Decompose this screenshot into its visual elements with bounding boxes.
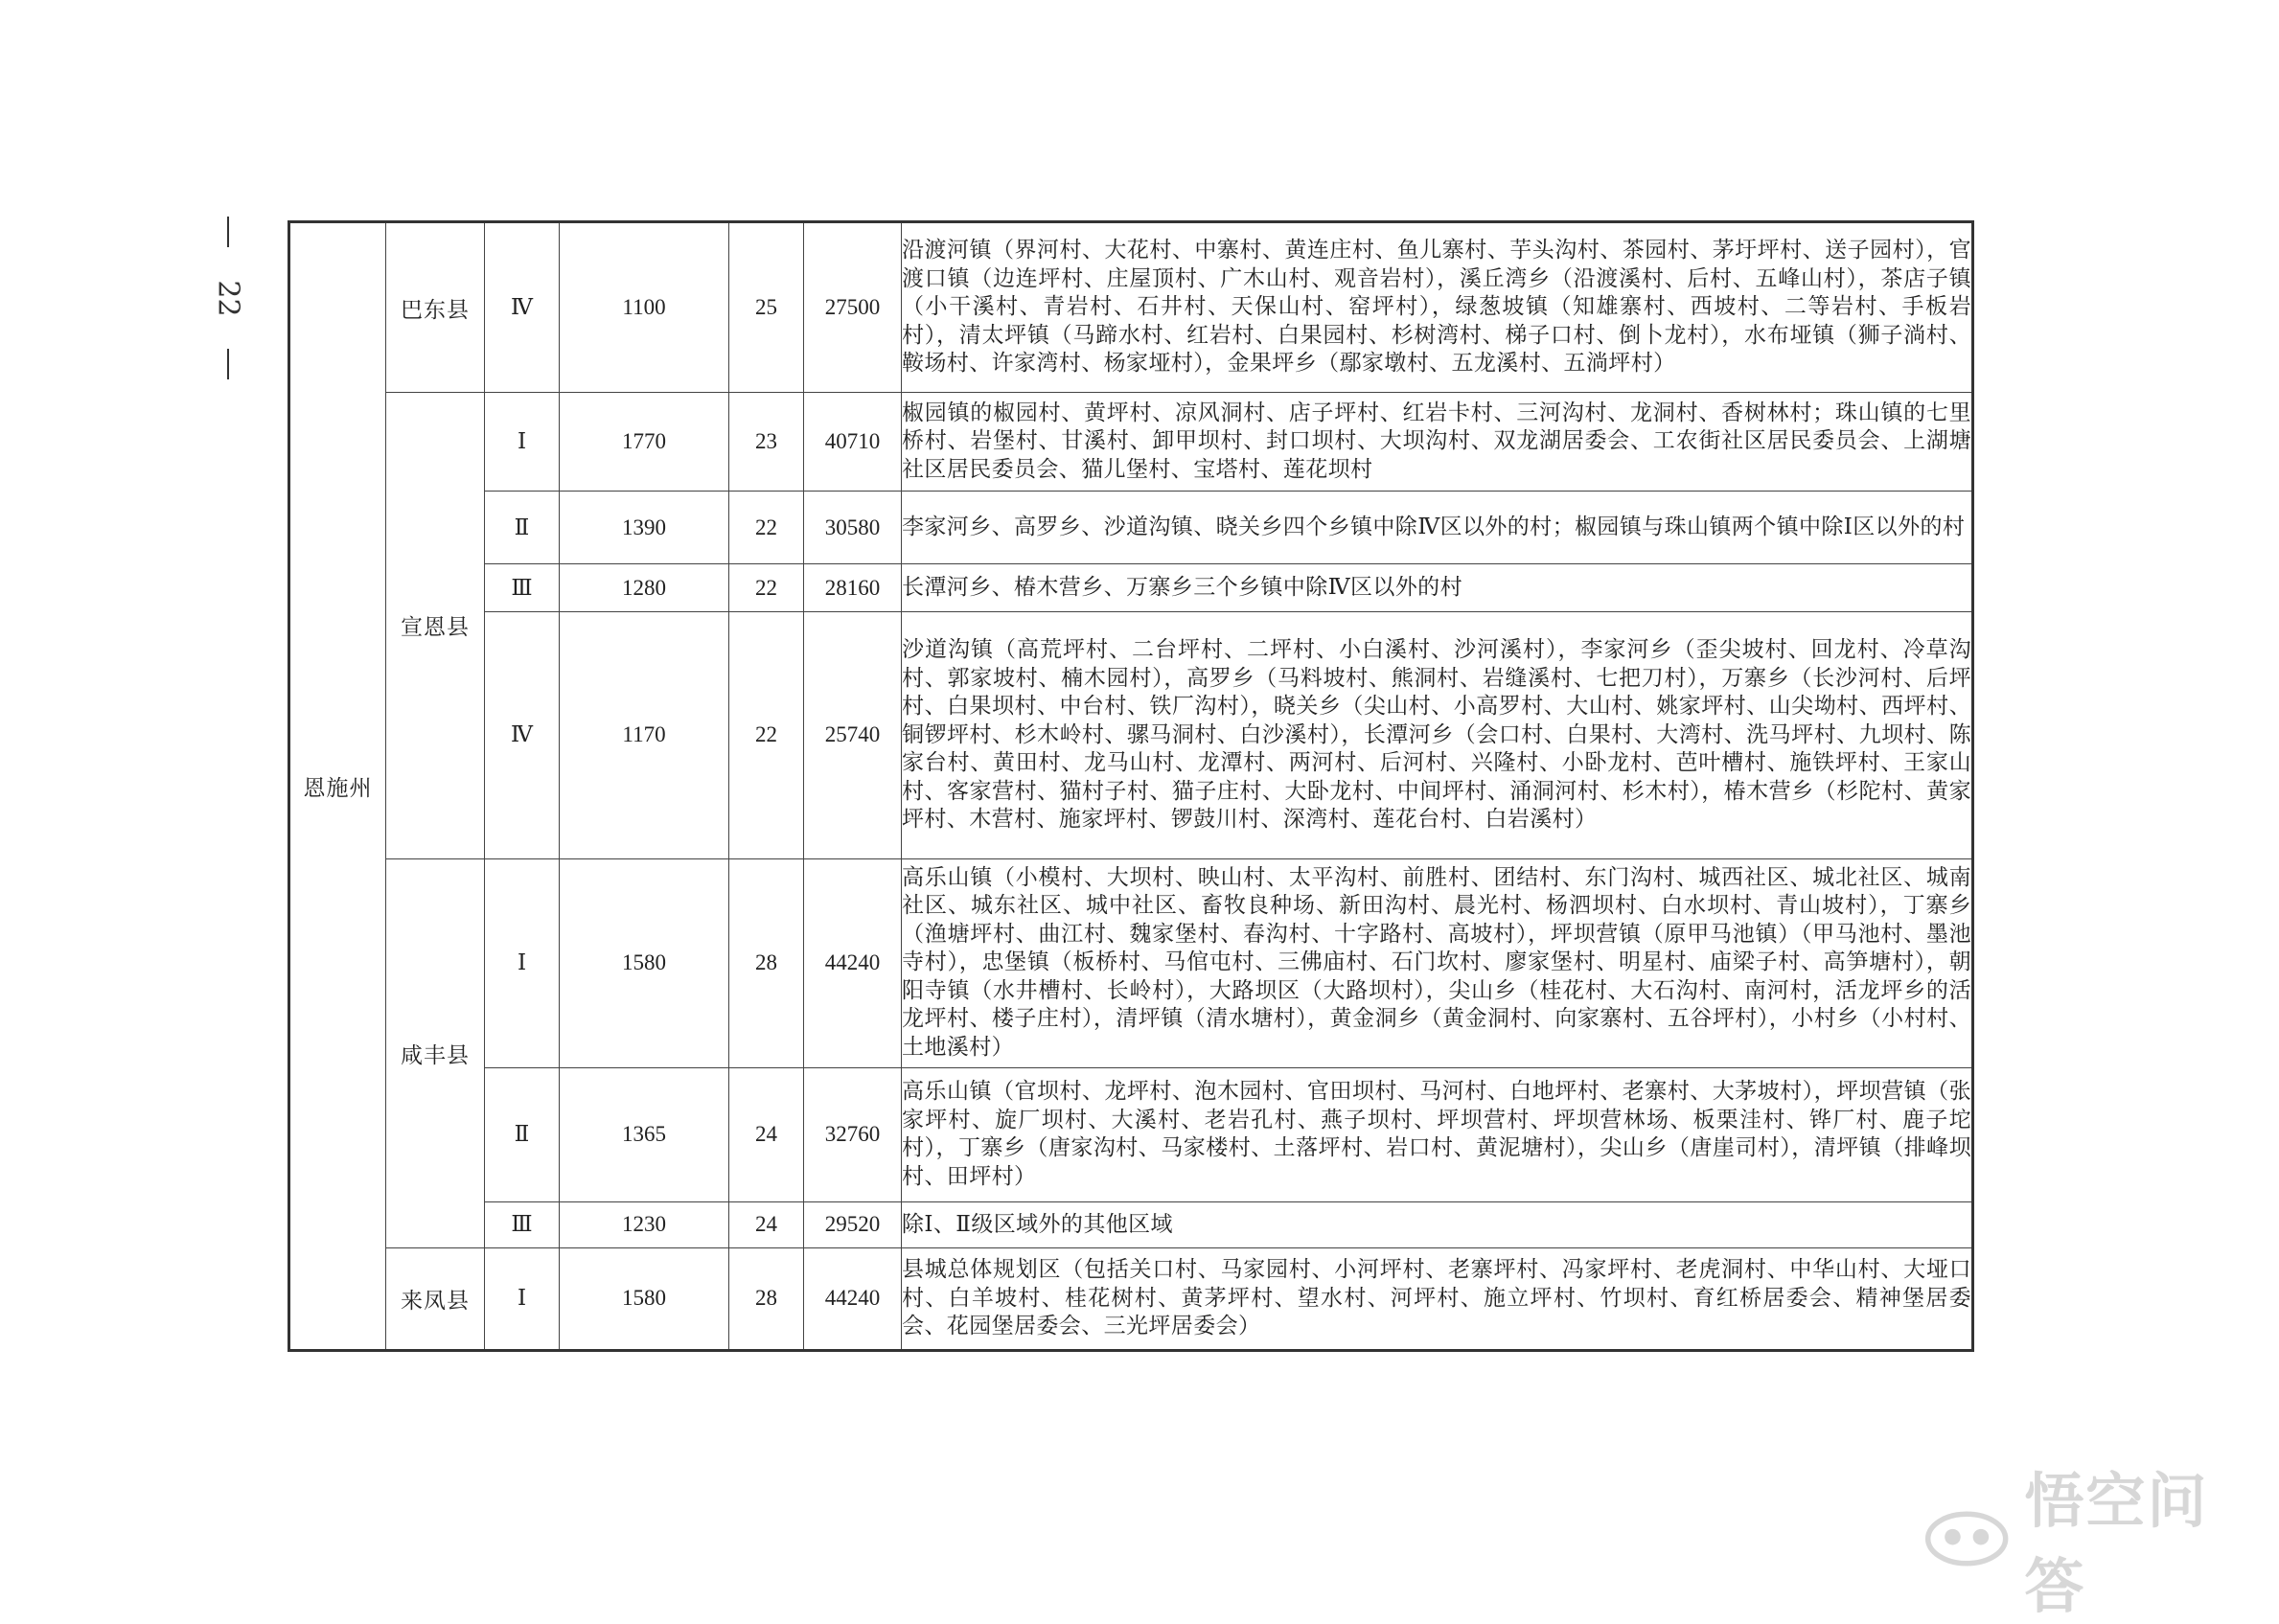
county-cell: 巴东县	[386, 222, 485, 393]
multiple-cell: 23	[729, 393, 804, 492]
table-row	[289, 858, 1973, 1067]
area-description-cell: 长潭河乡、椿木营乡、万寨乡三个乡镇中除Ⅳ区以外的村	[902, 564, 1973, 612]
multiple-cell: 24	[729, 1201, 804, 1247]
multiple-cell: 28	[729, 858, 804, 1067]
price-cell: 1390	[560, 492, 729, 564]
total-cell: 44240	[804, 858, 902, 1067]
wukong-logo-icon	[1924, 1505, 2009, 1572]
zone-cell: Ⅱ	[485, 492, 560, 564]
total-cell: 28160	[804, 564, 902, 612]
zone-cell: Ⅱ	[485, 1067, 560, 1201]
area-description-cell: 沙道沟镇（高荒坪村、二台坪村、二坪村、小白溪村、沙河溪村），李家河乡（歪尖坡村、回龙村、冷草沟村、郭家坡村、楠木园村），高罗乡（马料坡村、熊洞村、岩缝溪村、七把刀村），万寨乡（长沙河村、后坪村、白果坝村、中台村、铁厂沟村），晓关乡（尖山村、小高罗村、大山村、姚家坪村、山尖坳村、西坪村、铜锣坪村、杉木岭村、骡马洞村、白沙溪村），长潭河乡（会口村、白果村、大湾村、洗马坪村、九坝村、陈家台村、黄田村、龙马山村、龙潭村、两河村、后河村、兴隆村、小卧龙村、芭叶槽村、施铁坪村、王家山村、客家营村、猫村子村、猫子庄村、大卧龙村、中间坪村、涌洞河村、杉木村），椿木营乡（杉陀村、黄家坪村、木营村、施家坪村、锣鼓川村、深湾村、莲花台村、白岩溪村）	[902, 612, 1973, 858]
watermark-text: 悟空问答	[2024, 1466, 2209, 1621]
zone-cell: Ⅰ	[485, 393, 560, 492]
page-number-text: 22	[211, 279, 245, 317]
price-cell: 1280	[560, 564, 729, 612]
multiple-cell: 28	[729, 1247, 804, 1350]
table-row	[289, 393, 1973, 492]
price-cell: 1580	[560, 1247, 729, 1350]
page-number	[209, 217, 247, 379]
table-row	[289, 612, 1973, 858]
total-cell: 27500	[804, 222, 902, 393]
total-cell: 44240	[804, 1247, 902, 1350]
land-price-table	[288, 220, 1974, 1352]
area-description-cell: 高乐山镇（小模村、大坝村、映山村、太平沟村、前胜村、团结村、东门沟村、城西社区、城北社区、城南社区、城东社区、城中社区、畜牧良种场、新田沟村、晨光村、杨泗坝村、白水坝村、青山坡村），丁寨乡（渔塘坪村、曲江村、魏家堡村、春沟村、十字路村、高坡村），坪坝营镇（原甲马池镇）（甲马池村、墨池寺村），忠堡镇（板桥村、马倌屯村、三佛庙村、石门坎村、廖家堡村、明星村、庙梁子村、高笋塘村），朝阳寺镇（水井槽村、长岭村），大路坝区（大路坝村），尖山乡（桂花村、大石沟村、南河村，活龙坪乡的活龙坪村、楼子庄村），清坪镇（清水塘村），黄金洞乡（黄金洞村、向家寨村、五谷坪村），小村乡（小村村、土地溪村）	[902, 858, 1973, 1067]
multiple-cell: 22	[729, 612, 804, 858]
area-description-cell: 沿渡河镇（界河村、大花村、中寨村、黄连庄村、鱼儿寨村、芋头沟村、茶园村、茅圩坪村、送子园村），官渡口镇（边连坪村、庄屋顶村、广木山村、观音岩村），溪丘湾乡（沿渡溪村、后村、五峰山村），茶店子镇（小干溪村、青岩村、石井村、天保山村、窑坪村），绿葱坡镇（知雄寨村、西坡村、二等岩村、手板岩村），清太坪镇（马蹄水村、红岩村、白果园村、杉树湾村、梯子口村、倒卜龙村），水布垭镇（狮子淌村、鞍场村、许家湾村、杨家垭村），金果坪乡（鄢家墩村、五龙溪村、五淌坪村）	[902, 222, 1973, 393]
multiple-cell: 25	[729, 222, 804, 393]
page-number-dash-top	[227, 217, 229, 247]
multiple-cell: 22	[729, 564, 804, 612]
zone-cell: Ⅳ	[485, 222, 560, 393]
price-cell: 1230	[560, 1201, 729, 1247]
multiple-cell: 22	[729, 492, 804, 564]
zone-cell: Ⅰ	[485, 858, 560, 1067]
table-row	[289, 1067, 1973, 1201]
zone-cell: Ⅰ	[485, 1247, 560, 1350]
county-cell: 宣恩县	[386, 393, 485, 858]
table-row	[289, 564, 1973, 612]
area-description-cell: 椒园镇的椒园村、黄坪村、凉风洞村、店子坪村、红岩卡村、三河沟村、龙洞村、香树林村；珠山镇的七里桥村、岩堡村、甘溪村、卸甲坝村、封口坝村、大坝沟村、双龙湖居委会、工农街社区居民委员会、上湖塘社区居民委员会、猫儿堡村、宝塔村、莲花坝村	[902, 393, 1973, 492]
price-cell: 1580	[560, 858, 729, 1067]
area-description-cell: 李家河乡、高罗乡、沙道沟镇、晓关乡四个乡镇中除Ⅳ区以外的村；椒园镇与珠山镇两个镇中除Ⅰ区以外的村	[902, 492, 1973, 564]
total-cell: 40710	[804, 393, 902, 492]
table-row	[289, 492, 1973, 564]
prefecture-cell: 恩施州	[289, 222, 386, 1351]
table-row	[289, 1247, 1973, 1350]
total-cell: 32760	[804, 1067, 902, 1201]
total-cell: 30580	[804, 492, 902, 564]
area-description-cell: 县城总体规划区（包括关口村、马家园村、小河坪村、老寨坪村、冯家坪村、老虎洞村、中华山村、大垭口村、白羊坡村、桂花树村、黄茅坪村、望水村、河坪村、施立坪村、竹坝村、育红桥居委会、精神堡居委会、花园堡居委会、三光坪居委会）	[902, 1247, 1973, 1350]
watermark	[1924, 1466, 2250, 1621]
price-cell: 1365	[560, 1067, 729, 1201]
total-cell: 29520	[804, 1201, 902, 1247]
zone-cell: Ⅲ	[485, 1201, 560, 1247]
price-cell: 1770	[560, 393, 729, 492]
table-row	[289, 1201, 1973, 1247]
county-cell: 来凤县	[386, 1247, 485, 1350]
zone-cell: Ⅲ	[485, 564, 560, 612]
county-cell: 咸丰县	[386, 858, 485, 1247]
area-description-cell: 除Ⅰ、Ⅱ级区域外的其他区域	[902, 1201, 1973, 1247]
price-cell: 1170	[560, 612, 729, 858]
total-cell: 25740	[804, 612, 902, 858]
area-description-cell: 高乐山镇（官坝村、龙坪村、泡木园村、官田坝村、马河村、白地坪村、老寨村、大茅坡村），坪坝营镇（张家坪村、旋厂坝村、大溪村、老岩孔村、燕子坝村、坪坝营村、坪坝营林场、板栗洼村、铧厂村、鹿子坨村），丁寨乡（唐家沟村、马家楼村、土落坪村、岩口村、黄泥塘村），尖山乡（唐崖司村），清坪镇（排峰坝村、田坪村）	[902, 1067, 1973, 1201]
zone-cell: Ⅳ	[485, 612, 560, 858]
multiple-cell: 24	[729, 1067, 804, 1201]
page-number-dash-bottom	[227, 349, 229, 379]
price-cell: 1100	[560, 222, 729, 393]
table-row	[289, 222, 1973, 393]
